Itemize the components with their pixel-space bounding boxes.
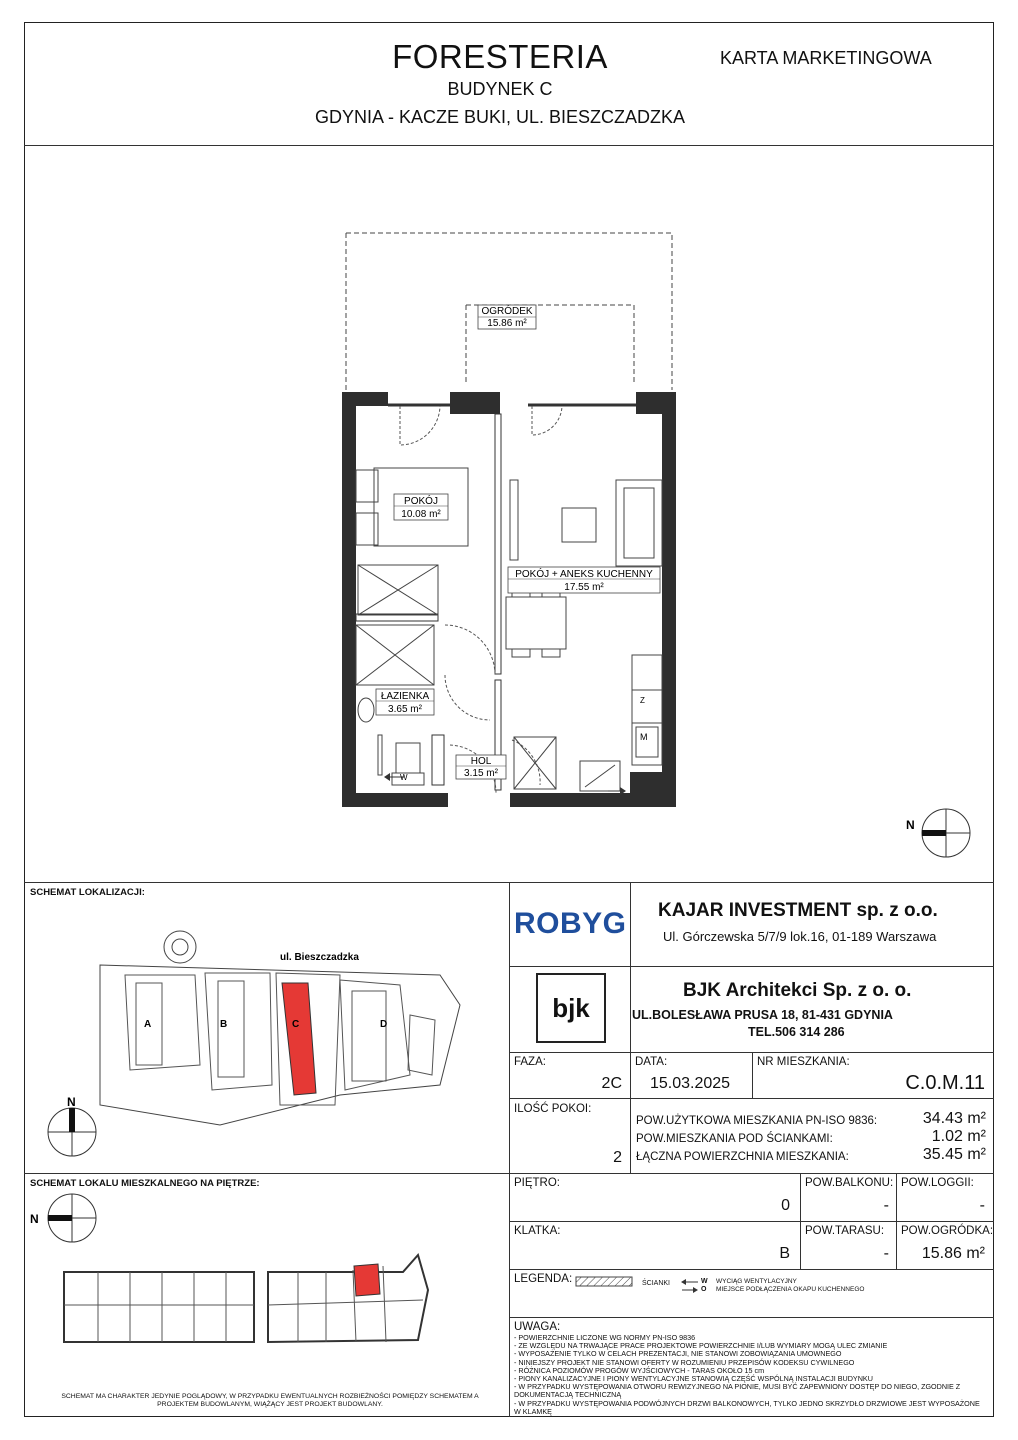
- building-a-label: A: [144, 1019, 152, 1030]
- total-area: 35.45 m²: [922, 1146, 986, 1163]
- robyg-logo: ROBYG: [514, 907, 627, 940]
- room-label-bathroom: [376, 689, 434, 715]
- floor-scheme-heading: SCHEMAT LOKALU MIESZKALNEGO NA PIĘTRZE:: [30, 1178, 260, 1189]
- architect-address: UL.BOLESŁAWA PRUSA 18, 81-431 GDYNIA: [632, 1008, 893, 1022]
- microwave-marker: M: [640, 732, 648, 742]
- svg-text:HOL: HOL: [470, 756, 492, 767]
- compass-main: [900, 805, 980, 865]
- under-walls-area: 1.02 m²: [931, 1128, 986, 1145]
- garden-value: 15.86 m²: [921, 1245, 985, 1262]
- svg-text:17.55 m²: 17.55 m²: [564, 582, 604, 593]
- svg-text:POKÓJ + ANEKS KUCHENNY: POKÓJ + ANEKS KUCHENNY: [515, 569, 653, 580]
- svg-text:3.15 m²: 3.15 m²: [464, 768, 498, 779]
- note-line: - RÓŻNICA POZIOMÓW PROGÓW WYJŚCIOWYCH - TARAS OKOŁO 15 cm: [514, 1365, 765, 1375]
- compass-location: [42, 1094, 102, 1158]
- svg-text:N: N: [906, 818, 915, 832]
- z-marker: Z: [640, 696, 645, 705]
- svg-text:N: N: [67, 1095, 76, 1109]
- room-label-living-kitchen: [508, 567, 660, 593]
- loggia-value: -: [979, 1197, 985, 1214]
- divider-vertical: [509, 882, 510, 1417]
- note-line: - POWIERZCHNIE LICZONE WG NORMY PN-ISO 9836: [514, 1333, 696, 1342]
- street-label: ul. Bieszczadzka: [280, 952, 359, 963]
- faza-value: 2C: [601, 1075, 622, 1092]
- walls-hatch-icon: [575, 1276, 633, 1288]
- usable-area: 34.43 m²: [922, 1110, 986, 1127]
- rooms-count: 2: [613, 1149, 622, 1166]
- note-line: - ZE WZGLĘDU NA TRWAJĄCE PRACE PROJEKTOWE POWIERZCHNIE I/LUB WYMIARY MOGĄ ULEC ZMIANIE: [514, 1341, 888, 1351]
- terrace-value: -: [883, 1245, 889, 1262]
- location-heading: SCHEMAT LOKALIZACJI:: [30, 887, 145, 898]
- floor-scheme-map: [58, 1250, 448, 1345]
- floor-plan: [300, 225, 720, 815]
- staircase-value: B: [779, 1245, 790, 1262]
- developer-name: KAJAR INVESTMENT sp. z o.o.: [658, 900, 938, 921]
- building-name: BUDYNEK C: [447, 79, 553, 99]
- svg-text:ŁAZIENKA: ŁAZIENKA: [380, 691, 430, 702]
- svg-text:N: N: [30, 1212, 39, 1226]
- note-line: - W PRZYPADKU WYSTĘPOWANIA PODWÓJNYCH DRZWI BALKONOWYCH, TYLKO JEDNO SKRZYDŁO DRZWIOWE JEST WYPOSAŻONE W KLAMKĘ: [514, 1398, 980, 1416]
- svg-text:15.86 m²: 15.86 m²: [487, 318, 527, 329]
- address: GDYNIA - KACZE BUKI, UL. BIESZCZADZKA: [314, 107, 686, 127]
- bjk-logo: bjk: [536, 973, 606, 1043]
- note-line: - WYPOSAŻENIE TYLKO W CELACH PREZENTACJI, NIE STANOWI ZOBOWIĄZANIA UMOWNEGO: [514, 1349, 842, 1359]
- floor-value: 0: [781, 1197, 790, 1214]
- balcony-value: -: [883, 1197, 889, 1214]
- svg-text:10.08 m²: 10.08 m²: [401, 509, 441, 520]
- floor-scheme-disclaimer: SCHEMAT MA CHARAKTER JEDYNIE POGLĄDOWY, W PRZYPADKU EWENTUALNYCH ROZBIEŻNOŚCI POMIĘDZY SCHEMATEM A PROJEKTEM BUDOWLANYM, WIĄŻĄCY JEST PROJEKT BUDOWLANY.: [61, 1393, 479, 1408]
- vent-marker: W: [400, 773, 408, 782]
- room-label-hall: [456, 755, 506, 779]
- notes-label: UWAGA:: [514, 1321, 561, 1333]
- header-divider: [24, 145, 994, 146]
- card-type: KARTA MARKETINGOWA: [720, 48, 932, 68]
- note-line: - PIONY KANALIZACYJNE I PIONY WENTYLACYJNE STANOWIĄ CZĘŚĆ WSPÓLNĄ INSTALACJI BUDYNKU: [514, 1374, 873, 1384]
- date-value: 15.03.2025: [650, 1075, 731, 1092]
- compass-floor-scheme: [28, 1190, 108, 1246]
- note-line: - W PRZYPADKU WYSTĘPOWANIA OTWORU REWIZYJNEGO NA PIONIE, MUSI BYĆ ZAPEWNIONY DOSTĘP DO NIEGO, ZGODNIE Z DOKUMENTACJĄ TECHNICZNĄ: [514, 1382, 961, 1400]
- building-b-label: B: [220, 1019, 228, 1030]
- arrows-icon: [680, 1278, 700, 1294]
- legend-label: LEGENDA:: [514, 1273, 573, 1285]
- note-line: - NINIEJSZY PROJEKT NIE STANOWI OFERTY W ROZUMIENIU PRZEPISÓW KODEKSU CYWILNEGO: [514, 1357, 855, 1367]
- svg-text:3.65 m²: 3.65 m²: [388, 704, 422, 715]
- architect-name: BJK Architekci Sp. z o. o.: [683, 980, 912, 1001]
- svg-text:OGRÓDEK: OGRÓDEK: [481, 306, 533, 317]
- location-map: [40, 925, 500, 1150]
- room-label-garden: [478, 304, 536, 329]
- building-c-label: C: [292, 1019, 300, 1030]
- project-title: FORESTERIA: [392, 38, 608, 75]
- building-d-label: D: [380, 1019, 388, 1030]
- developer-address: Ul. Górczewska 5/7/9 lok.16, 01-189 Warszawa: [663, 929, 937, 944]
- notes-list: [514, 1334, 984, 1416]
- svg-text:POKÓJ: POKÓJ: [404, 496, 438, 507]
- apartment-number: C.0.M.11: [905, 1072, 985, 1094]
- architect-phone: TEL.506 314 286: [748, 1025, 845, 1039]
- room-label-bedroom: [394, 494, 448, 520]
